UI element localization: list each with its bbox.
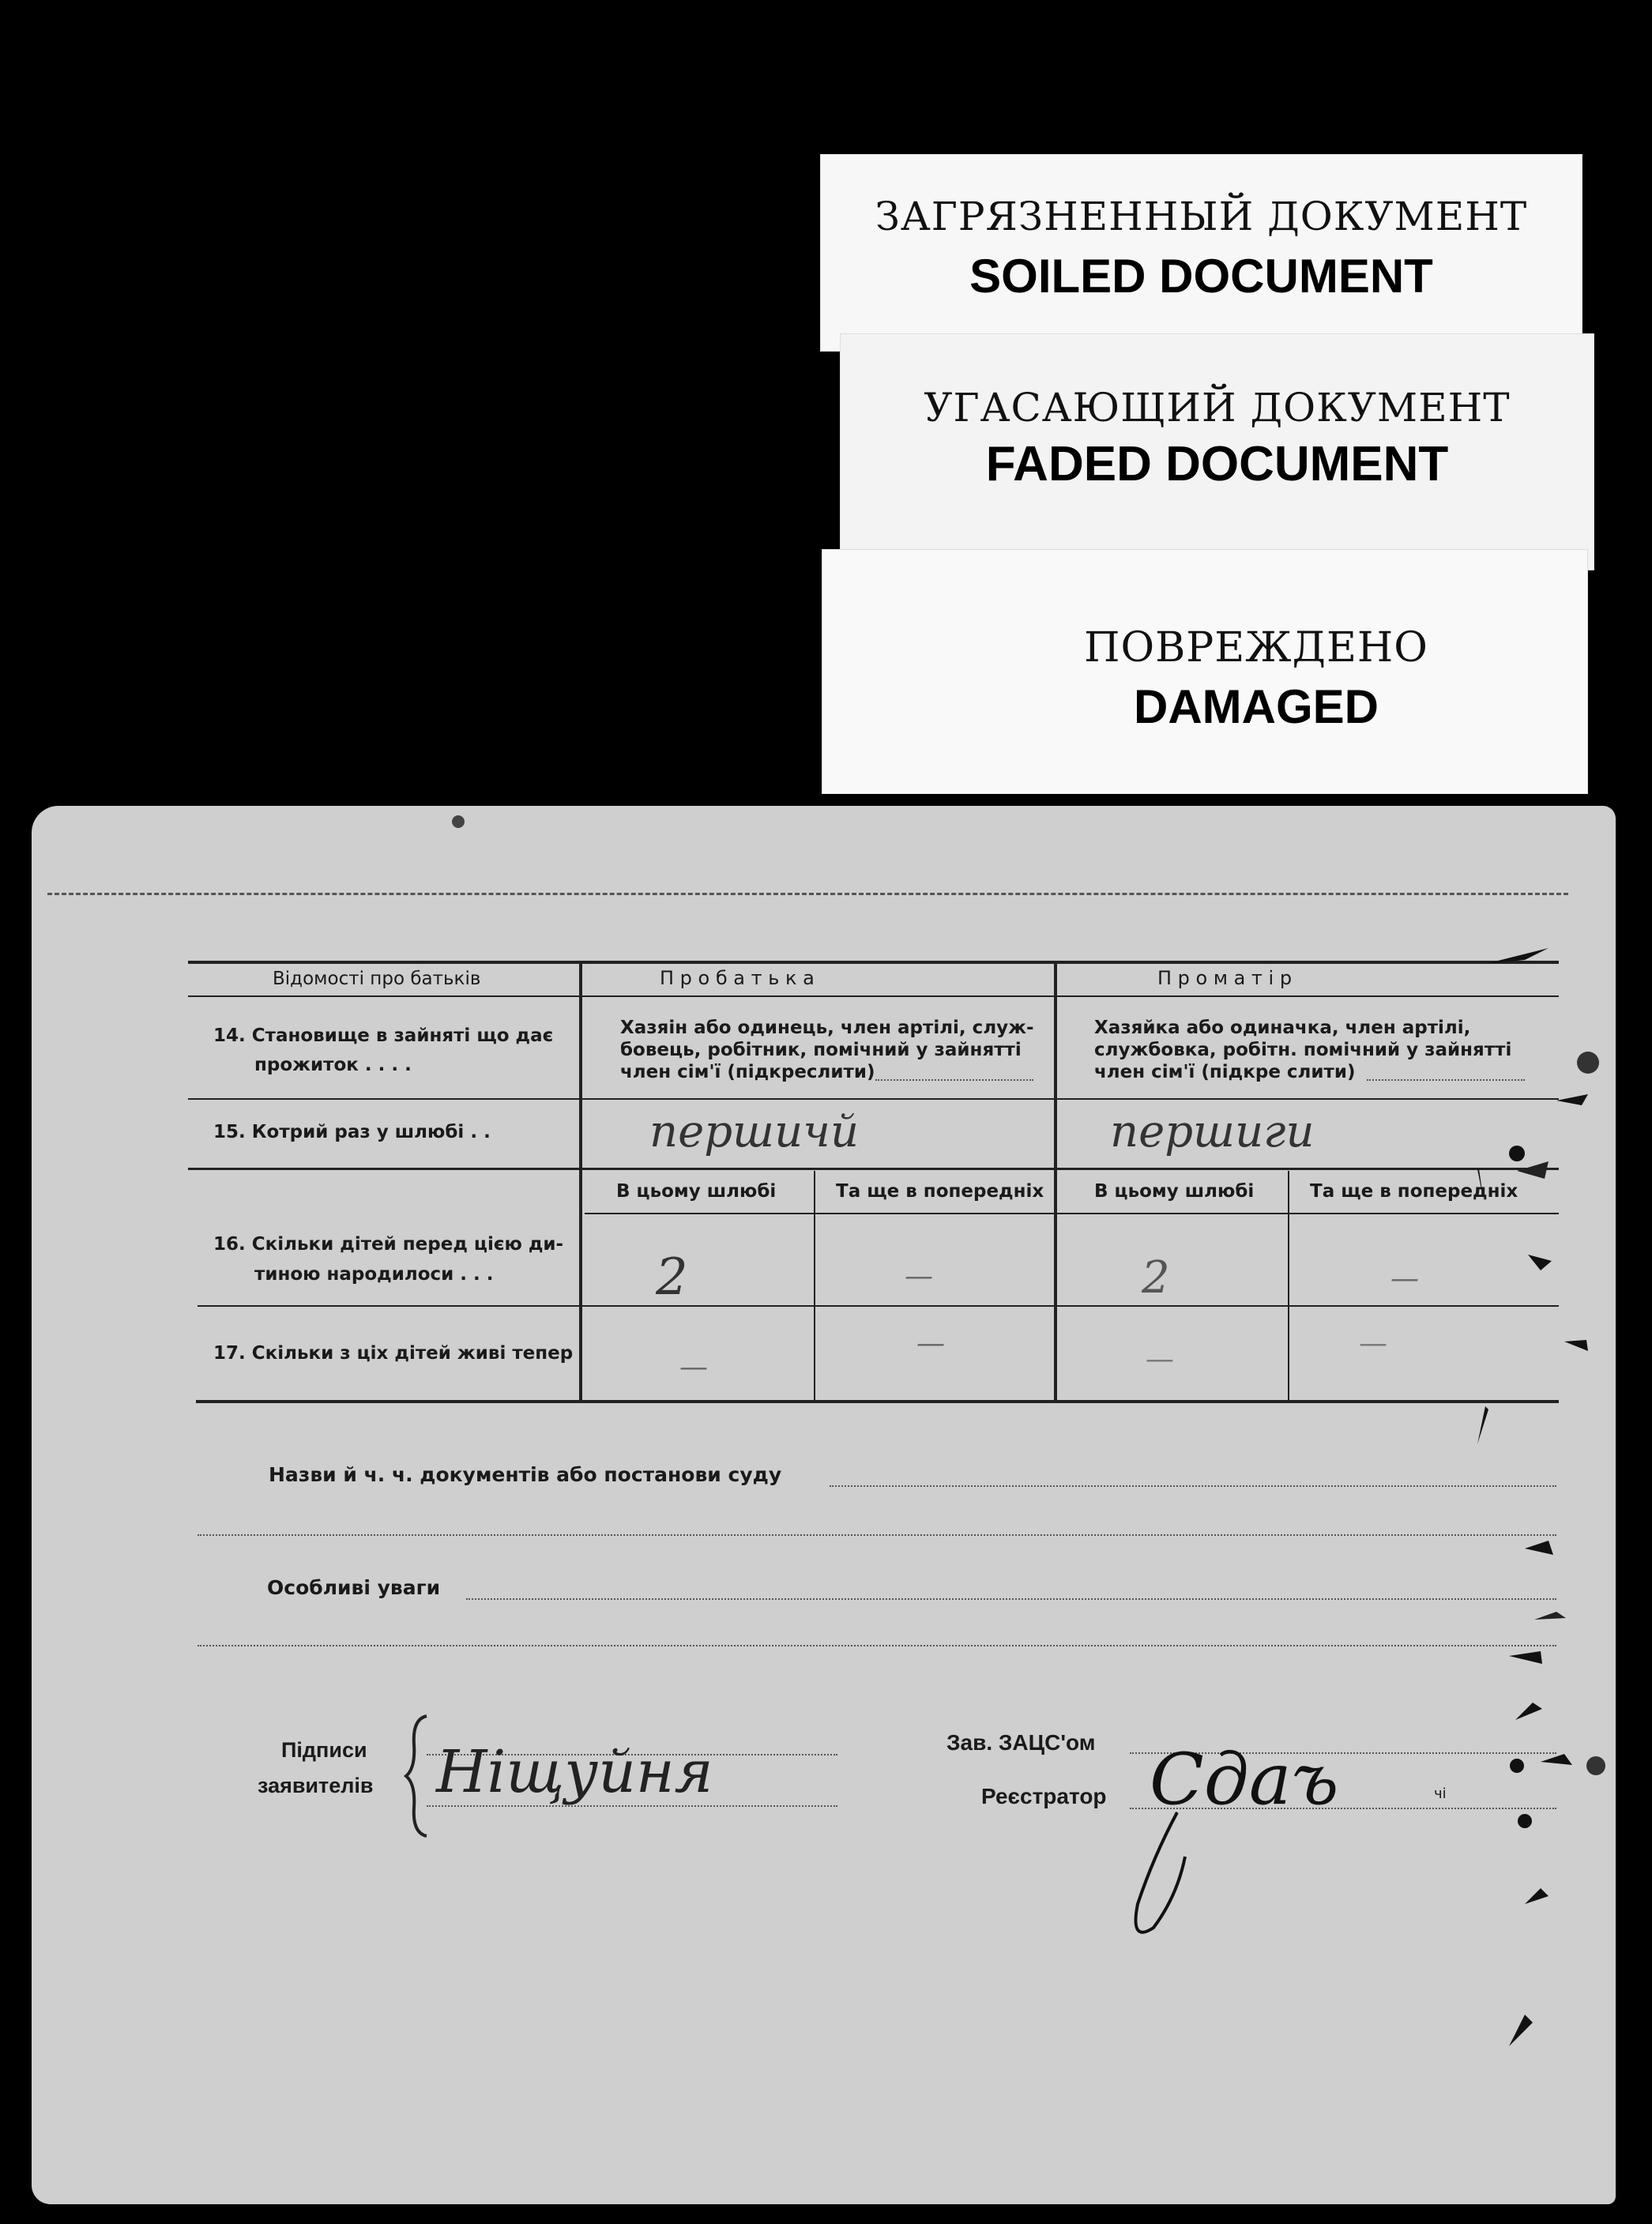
row14-label-2: прожиток . . . . bbox=[254, 1055, 412, 1075]
head-label: Зав. ЗАЦС'ом bbox=[946, 1730, 1096, 1755]
row16-father-prev: — bbox=[905, 1260, 933, 1293]
header-info: Відомості про батьків bbox=[273, 969, 481, 989]
damaged-label-ru: ПОВРЕЖДЕНО bbox=[1084, 624, 1428, 672]
header-mother: П р о м а т і р bbox=[1157, 967, 1293, 989]
signatures-label-2: заявителів bbox=[258, 1774, 374, 1797]
row16-father-this: 2 bbox=[656, 1248, 688, 1307]
row14-father-2: бовець, робітник, помічний у зайнятті bbox=[620, 1040, 1022, 1060]
table-top-rule bbox=[188, 961, 1559, 964]
row14-father-1: Хазяін або одинець, член артілі, служ- bbox=[620, 1018, 1034, 1038]
remarks-dots-1 bbox=[466, 1598, 1556, 1600]
col-divider-2 bbox=[1054, 961, 1057, 1403]
subhead-father-this: В цьому шлюбі bbox=[616, 1181, 777, 1202]
stamp-fragment: чі bbox=[1434, 1786, 1447, 1802]
subhead-mother-this: В цьому шлюбі bbox=[1094, 1181, 1255, 1202]
row14-mother-1: Хазяйка або одиначка, член артілі, bbox=[1094, 1018, 1471, 1038]
soiled-label-en: SOILED DOCUMENT bbox=[969, 250, 1433, 303]
col-divider-3 bbox=[814, 1171, 815, 1402]
row14-mother-3: член сім'ї (підкре слити) bbox=[1094, 1062, 1356, 1082]
row16-mother-prev: — bbox=[1390, 1263, 1419, 1295]
row15-rule bbox=[188, 1168, 1559, 1170]
row15-label: 15. Котрий раз у шлюбі . . bbox=[213, 1122, 491, 1142]
documents-label: Назви й ч. ч. документів або постанови суду bbox=[269, 1463, 782, 1486]
row16-label-1: 16. Скільки дітей перед цією ди- bbox=[213, 1234, 564, 1255]
col-divider-4 bbox=[1288, 1171, 1289, 1402]
table-head-rule bbox=[188, 995, 1559, 997]
row14-father-3: член сім'ї (підкреслити) bbox=[620, 1062, 875, 1082]
row17-father-prev: — bbox=[916, 1327, 945, 1360]
row17-label: 17. Скільки з ціх дітей живі тепер bbox=[213, 1343, 574, 1364]
edge-damage-icon bbox=[1438, 916, 1620, 2102]
row14-rule bbox=[188, 1098, 1559, 1100]
form-sheet bbox=[32, 806, 1616, 2204]
top-damage-icon bbox=[442, 806, 474, 837]
registrar-signature-tail bbox=[1122, 1809, 1217, 1951]
row16-rule bbox=[198, 1305, 1559, 1307]
faded-label-en: FADED DOCUMENT bbox=[985, 437, 1449, 491]
row15-mother-handwriting: першиги bbox=[1110, 1106, 1315, 1157]
row17-mother-this: — bbox=[1146, 1343, 1174, 1375]
row16-label-2: тиною народилоси . . . bbox=[254, 1264, 494, 1285]
subhead-rule bbox=[585, 1213, 1559, 1214]
documents-dots-2 bbox=[198, 1534, 1556, 1536]
subhead-mother-prev: Та ще в попередніх bbox=[1310, 1181, 1518, 1202]
row17-father-this: — bbox=[679, 1351, 708, 1383]
faded-label-ru: УГАСАЮЩИЙ ДОКУМЕНТ bbox=[924, 385, 1511, 431]
remarks-dots-2 bbox=[198, 1645, 1556, 1646]
row17-mother-prev: — bbox=[1359, 1327, 1387, 1360]
row16-mother-this: 2 bbox=[1142, 1252, 1170, 1304]
soiled-label-ru: ЗАГРЯЗНЕННЫЙ ДОКУМЕНТ bbox=[875, 194, 1528, 239]
damaged-document-label bbox=[822, 549, 1588, 794]
row14-father-dots bbox=[875, 1079, 1033, 1081]
table-bottom-rule bbox=[196, 1400, 1559, 1403]
registrar-signature: Сдаъ bbox=[1150, 1738, 1339, 1821]
remarks-label: Особливі уваги bbox=[267, 1576, 441, 1599]
row15-father-handwriting: першичй bbox=[649, 1106, 860, 1157]
applicant-signature: Ніщуйня bbox=[436, 1738, 713, 1806]
row14-label-1: 14. Становище в зайняті що дає bbox=[213, 1025, 554, 1046]
signature-brace-icon bbox=[403, 1713, 435, 1839]
signatures-label-1: Підписи bbox=[281, 1738, 367, 1762]
col-divider-1 bbox=[579, 961, 582, 1403]
subhead-father-prev: Та ще в попередніх bbox=[836, 1181, 1044, 1202]
faded-document-label bbox=[840, 333, 1594, 570]
row14-mother-2: службовка, робітн. помічний у зайнятті bbox=[1094, 1040, 1512, 1060]
header-father: П р о б а т ь к а bbox=[660, 967, 815, 989]
registrar-label: Реєстратор bbox=[981, 1784, 1107, 1808]
soiled-document-label bbox=[820, 154, 1582, 352]
perforation-line bbox=[47, 893, 1568, 895]
damaged-label-en: DAMAGED bbox=[1134, 680, 1379, 733]
